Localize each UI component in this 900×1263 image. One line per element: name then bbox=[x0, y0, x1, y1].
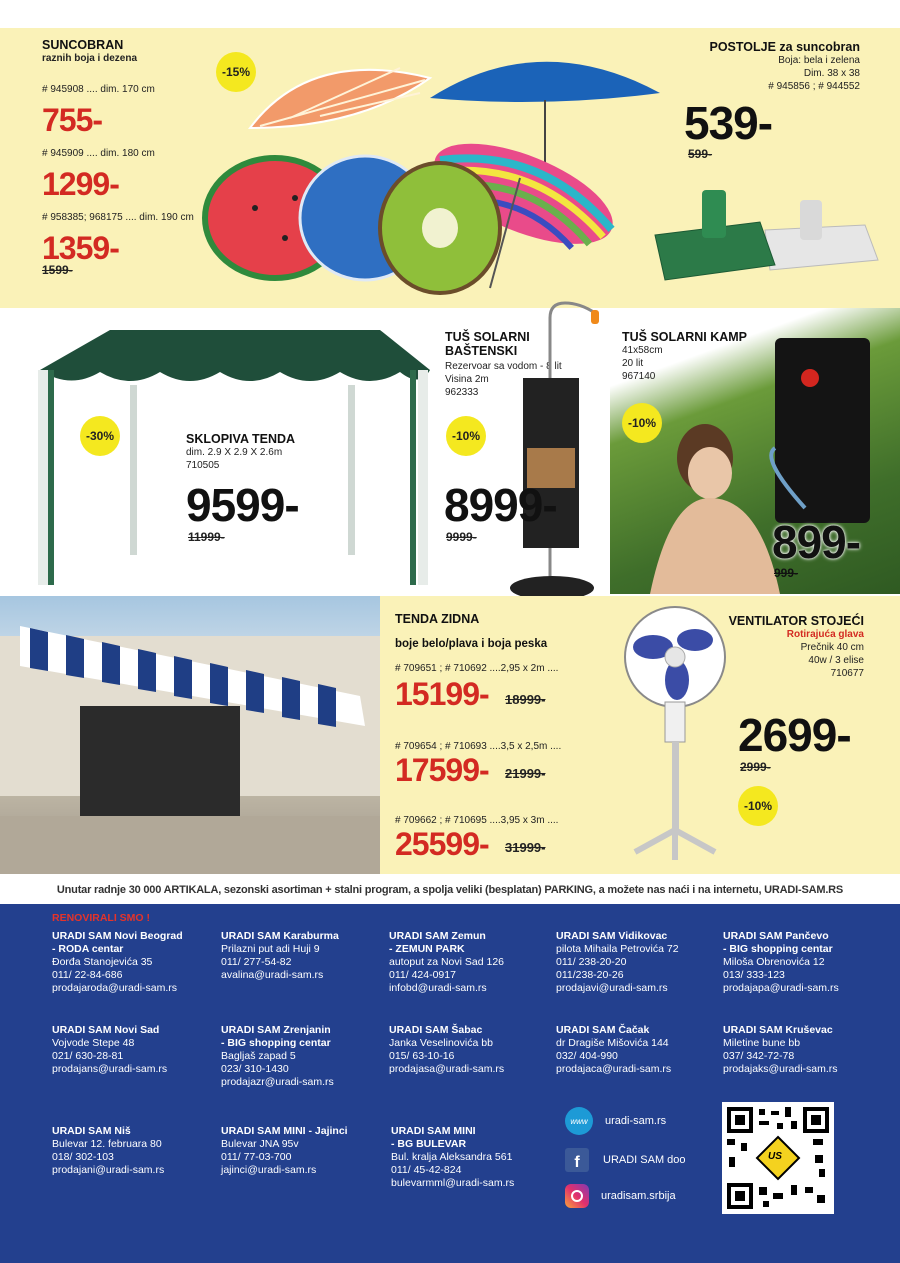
suncobran-subtitle: raznih boja i dezena bbox=[42, 53, 138, 64]
qr-code[interactable] bbox=[722, 1102, 834, 1214]
tenda-zidna-old-1: 18999- bbox=[505, 692, 546, 707]
store-line: autoput za Novi Sad 126 bbox=[389, 956, 504, 968]
postolje-line-1: Boja: bela i zelena bbox=[778, 55, 860, 66]
ventilator-old-price: 2999- bbox=[740, 760, 771, 774]
tus-kamp-info bbox=[622, 330, 772, 383]
store-name: URADI SAM Zemun bbox=[389, 930, 486, 942]
store-line[interactable]: bulevarmml@uradi-sam.rs bbox=[391, 1177, 515, 1189]
tenda-zidna-title: TENDA ZIDNA bbox=[395, 612, 480, 626]
store-line[interactable]: prodajaca@uradi-sam.rs bbox=[556, 1063, 672, 1075]
awning-photo bbox=[0, 596, 380, 874]
store-line: Miletine bune bb bbox=[723, 1037, 801, 1049]
store-line[interactable]: jajinci@uradi-sam.rs bbox=[221, 1164, 317, 1176]
tenda-zidna-spec-3: # 709662 ; # 710695 ....3,95 x 3m .... bbox=[395, 815, 559, 826]
ventilator-line-1: Prečnik 40 cm bbox=[800, 642, 864, 653]
store-name: URADI SAM Čačak bbox=[556, 1024, 650, 1036]
store-line: Janka Veselinovića bb bbox=[389, 1037, 493, 1049]
tus-kamp-line-3: 967140 bbox=[622, 371, 656, 382]
tenda-zidna-price-2: 17599- bbox=[395, 752, 489, 788]
store-line: Vojvode Stepe 48 bbox=[52, 1037, 135, 1049]
store-line: 015/ 63-10-16 bbox=[389, 1050, 455, 1062]
store-line: Đorđa Stanojevića 35 bbox=[52, 956, 153, 968]
tenda-old-price: 11999- bbox=[188, 530, 225, 544]
store-line: 011/ 277-54-82 bbox=[221, 956, 292, 968]
tenda-price: 9599- bbox=[186, 479, 299, 531]
store-line: pilota Mihaila Petrovića 72 bbox=[556, 943, 679, 955]
umbrella-stands-image bbox=[650, 180, 882, 290]
ventilator-discount-badge: -10% bbox=[738, 786, 778, 826]
store-block bbox=[389, 1024, 504, 1076]
tenda-zidna-info bbox=[395, 612, 625, 650]
store-name: URADI SAM Karaburma bbox=[221, 930, 339, 942]
store-line: Bulevar JNA 95v bbox=[221, 1138, 299, 1150]
garden-shower-image bbox=[505, 298, 605, 608]
tus-kamp-line-2: 20 lit bbox=[622, 358, 644, 369]
suncobran-price-2: 1299- bbox=[42, 166, 119, 202]
tus-basta-price: 8999- bbox=[444, 479, 557, 531]
tus-basta-line-2: Visina 2m bbox=[445, 374, 489, 385]
store-line: 037/ 342-72-78 bbox=[723, 1050, 795, 1062]
tenda-discount-badge: -30% bbox=[80, 416, 120, 456]
store-line[interactable]: prodajasa@uradi-sam.rs bbox=[389, 1063, 505, 1075]
ventilator-feature: Rotirajuća glava bbox=[786, 629, 864, 640]
ventilator-info bbox=[694, 614, 864, 680]
store-line[interactable]: prodajapa@uradi-sam.rs bbox=[723, 982, 839, 994]
store-name: URADI SAM Niš bbox=[52, 1125, 131, 1137]
store-name: URADI SAM Kruševac bbox=[723, 1024, 833, 1036]
suncobran-spec-1: # 945908 .... dim. 170 cm bbox=[42, 84, 155, 95]
facebook-link[interactable] bbox=[565, 1148, 686, 1172]
tus-basta-title-2: BAŠTENSKI bbox=[445, 344, 518, 358]
tus-kamp-old-price: 999- bbox=[774, 566, 799, 580]
tus-kamp-title: TUŠ SOLARNI KAMP bbox=[622, 330, 747, 344]
store-line: - ZEMUN PARK bbox=[389, 943, 465, 955]
facebook-icon: f bbox=[565, 1148, 589, 1172]
store-line: Prilazni put adi Huji 9 bbox=[221, 943, 320, 955]
suncobran-title: SUNCOBRAN bbox=[42, 38, 124, 52]
store-name: URADI SAM MINI - Jajinci bbox=[221, 1125, 348, 1137]
ventilator-title: VENTILATOR STOJEĆI bbox=[728, 614, 864, 628]
store-line: - RODA centar bbox=[52, 943, 124, 955]
tenda-zidna-subtitle: boje belo/plava i boja peska bbox=[395, 638, 548, 650]
postolje-old-price: 599- bbox=[688, 147, 713, 161]
store-line: 011/ 45-42-824 bbox=[391, 1164, 462, 1176]
store-block bbox=[391, 1125, 514, 1190]
store-block bbox=[723, 930, 839, 995]
postolje-info bbox=[660, 40, 860, 93]
store-block bbox=[52, 930, 183, 995]
store-line: 021/ 630-28-81 bbox=[52, 1050, 124, 1062]
store-block bbox=[723, 1024, 838, 1076]
renovirali-label: RENOVIRALI SMO ! bbox=[52, 912, 151, 924]
www-icon: www bbox=[565, 1107, 593, 1135]
store-block bbox=[221, 1125, 348, 1177]
info-banner: Unutar radnje 30 000 ARTIKALA, sezonski asortiman + stalni program, a spolja veliki (besplatan) PARKING, a možete nas naći i na internetu, URADI-SAM.RS bbox=[0, 876, 900, 904]
store-line[interactable]: infobd@uradi-sam.rs bbox=[389, 982, 487, 994]
store-block bbox=[556, 1024, 671, 1076]
store-line: 011/ 238-20-20 bbox=[556, 956, 627, 968]
store-line: Bul. kralja Aleksandra 561 bbox=[391, 1151, 513, 1163]
store-line: 013/ 333-123 bbox=[723, 969, 785, 981]
instagram-text: uradisam.srbija bbox=[601, 1190, 676, 1202]
store-block bbox=[221, 930, 339, 982]
tus-kamp-price: 899- bbox=[772, 516, 861, 568]
postolje-line-2: Dim. 38 x 38 bbox=[803, 68, 860, 79]
umbrellas-image bbox=[200, 38, 660, 300]
store-name: URADI SAM Novi Beograd bbox=[52, 930, 183, 942]
store-line: Bulevar 12. februara 80 bbox=[52, 1138, 162, 1150]
store-block bbox=[52, 1125, 164, 1177]
tenda-title: SKLOPIVA TENDA bbox=[186, 432, 296, 446]
store-name: URADI SAM Novi Sad bbox=[52, 1024, 160, 1036]
store-block bbox=[52, 1024, 167, 1076]
store-name: URADI SAM Pančevo bbox=[723, 930, 829, 942]
store-line: 011/ 77-03-700 bbox=[221, 1151, 292, 1163]
tenda-line-2: 710505 bbox=[186, 460, 220, 471]
store-line: - BIG shopping centar bbox=[221, 1037, 331, 1049]
instagram-link[interactable] bbox=[565, 1184, 676, 1208]
store-line[interactable]: prodajaroda@uradi-sam.rs bbox=[52, 982, 178, 994]
tus-basta-old-price: 9999- bbox=[446, 530, 477, 544]
suncobran-spec-2: # 945909 .... dim. 180 cm bbox=[42, 148, 155, 159]
store-line[interactable]: avalina@uradi-sam.rs bbox=[221, 969, 324, 981]
store-line: 011/238-20-26 bbox=[556, 969, 624, 981]
suncobran-spec-3: # 958385; 968175 .... dim. 190 cm bbox=[42, 212, 194, 223]
store-line[interactable]: prodajani@uradi-sam.rs bbox=[52, 1164, 165, 1176]
store-line: 018/ 302-103 bbox=[52, 1151, 114, 1163]
tenda-zidna-spec-1: # 709651 ; # 710692 ....2,95 x 2m .... bbox=[395, 663, 559, 674]
store-name: URADI SAM Vidikovac bbox=[556, 930, 668, 942]
store-line[interactable]: prodajaks@uradi-sam.rs bbox=[723, 1063, 838, 1075]
store-name: URADI SAM MINI bbox=[391, 1125, 476, 1137]
ventilator-price: 2699- bbox=[738, 709, 851, 761]
tus-basta-title-1: TUŠ SOLARNI bbox=[445, 330, 530, 344]
store-line: Bagljaš zapad 5 bbox=[221, 1050, 296, 1062]
store-line[interactable]: prodajazr@uradi-sam.rs bbox=[221, 1076, 334, 1088]
tenda-zidna-old-3: 31999- bbox=[505, 840, 546, 855]
tus-basta-line-1: Rezervoar sa vodom - 8 lit bbox=[445, 361, 562, 372]
suncobran-old-price: 1599- bbox=[42, 263, 73, 277]
ventilator-line-2: 40w / 3 elise bbox=[808, 655, 864, 666]
tenda-line-1: dim. 2.9 X 2.9 X 2.6m bbox=[186, 447, 283, 458]
store-line[interactable]: prodajavi@uradi-sam.rs bbox=[556, 982, 668, 994]
suncobran-price-3: 1359- bbox=[42, 230, 119, 266]
store-line: Miloša Obrenovića 12 bbox=[723, 956, 825, 968]
tenda-zidna-price-1: 15199- bbox=[395, 676, 489, 712]
tenda-zidna-price-3: 25599- bbox=[395, 826, 489, 862]
store-line: 032/ 404-990 bbox=[556, 1050, 618, 1062]
store-line: 011/ 424-0917 bbox=[389, 969, 456, 981]
tus-basta-line-3: 962333 bbox=[445, 387, 479, 398]
suncobran-discount-badge: -15% bbox=[216, 52, 256, 92]
tenda-info bbox=[186, 432, 336, 472]
ventilator-line-3: 710677 bbox=[830, 668, 864, 679]
store-name: URADI SAM Šabac bbox=[389, 1024, 483, 1036]
facebook-text: URADI SAM doo bbox=[603, 1154, 686, 1166]
tenda-zidna-spec-2: # 709654 ; # 710693 ....3,5 x 2,5m .... bbox=[395, 741, 562, 752]
store-line[interactable]: prodajans@uradi-sam.rs bbox=[52, 1063, 168, 1075]
store-block bbox=[389, 930, 504, 995]
store-line: - BIG shopping centar bbox=[723, 943, 833, 955]
suncobran-price-1: 755- bbox=[42, 102, 103, 138]
store-line: dr Dragiše Mišovića 144 bbox=[556, 1037, 669, 1049]
tus-kamp-line-1: 41x58cm bbox=[622, 345, 663, 356]
web-text: uradi-sam.rs bbox=[605, 1115, 667, 1127]
postolje-title: POSTOLJE za suncobran bbox=[709, 40, 860, 54]
postolje-price: 539- bbox=[684, 97, 773, 149]
web-link[interactable] bbox=[565, 1107, 666, 1135]
tenda-zidna-old-2: 21999- bbox=[505, 766, 546, 781]
qr-logo: US bbox=[768, 1151, 782, 1162]
tus-basta-discount-badge: -10% bbox=[446, 416, 486, 456]
store-block bbox=[221, 1024, 334, 1089]
store-line: 011/ 22-84-686 bbox=[52, 969, 123, 981]
store-line: 023/ 310-1430 bbox=[221, 1063, 289, 1075]
store-name: URADI SAM Zrenjanin bbox=[221, 1024, 331, 1036]
tus-kamp-discount-badge: -10% bbox=[622, 403, 662, 443]
instagram-icon bbox=[565, 1184, 589, 1208]
store-block bbox=[556, 930, 679, 995]
postolje-line-3: # 945856 ; # 944552 bbox=[768, 81, 860, 92]
store-line: - BG BULEVAR bbox=[391, 1138, 467, 1150]
